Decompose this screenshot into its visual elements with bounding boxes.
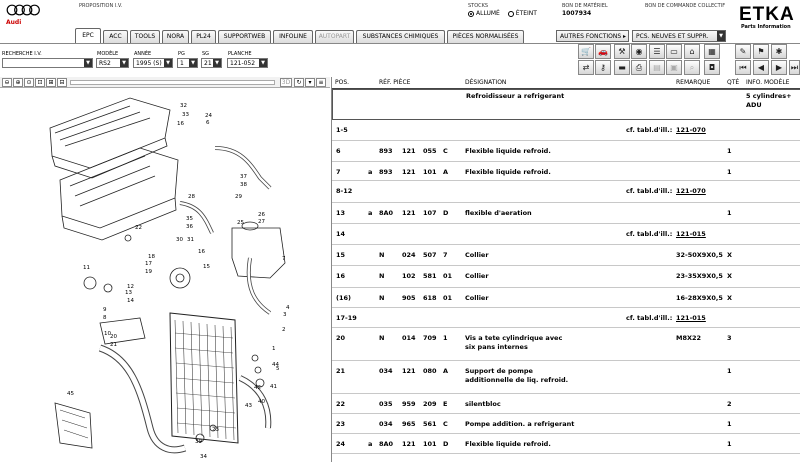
group-title: Refroidisseur a refrigerant: [466, 92, 565, 100]
tab-tools[interactable]: TOOLS: [130, 30, 160, 43]
callout-29[interactable]: 29: [235, 194, 242, 200]
grid-icon[interactable]: ▦: [704, 44, 720, 59]
row-ref-index: E: [443, 400, 448, 408]
row-remarque: 23-35X9X0,5: [676, 272, 723, 280]
star-icon[interactable]: ✱: [771, 44, 787, 59]
col-header-ref: RÉF. PIÈCE: [379, 79, 411, 86]
row-ref-mid: 905: [402, 294, 416, 302]
exploded-view-drawing: [0, 88, 328, 462]
main-toolbar: [576, 44, 800, 76]
callout-30[interactable]: 30: [176, 237, 183, 243]
row-pos: 22: [336, 400, 346, 408]
callout-11[interactable]: 11: [83, 265, 90, 271]
etka-logo: ETKA: [739, 4, 795, 25]
row-remarque: M8X22: [676, 334, 702, 342]
row-ref-main: 034: [379, 420, 393, 428]
row-remarque: 32-50X9X0,5: [676, 251, 723, 259]
row-ref-index: C: [443, 420, 448, 428]
row-ref-mid: 959: [402, 400, 416, 408]
row-pos: 17-19: [336, 314, 357, 322]
row-qte: 1: [727, 168, 732, 176]
tab-bar: [0, 28, 800, 44]
prev-page-icon[interactable]: ◀: [753, 60, 769, 75]
row-pos: 24: [336, 440, 346, 448]
planche-label: PLANCHE: [228, 51, 252, 57]
bon-materiel-label: BON DE MATÉRIEL: [562, 3, 608, 9]
callout-36[interactable]: 36: [186, 224, 193, 230]
illustration-toolbar: [0, 77, 330, 88]
row-ref-main: 893: [379, 168, 393, 176]
callout-13[interactable]: 13: [125, 290, 132, 296]
zoom-area-icon[interactable]: ⊡: [35, 78, 45, 87]
row-ref-main: 035: [379, 400, 393, 408]
disk-icon[interactable]: ◉: [631, 44, 647, 59]
row-designation-line2: additionnelle de liq. refroid.: [465, 376, 569, 384]
row-designation: cf. tabl.d'ill.:: [626, 126, 673, 134]
callout-9[interactable]: 9: [103, 307, 107, 313]
callout-44[interactable]: 44: [272, 362, 279, 368]
callout-33[interactable]: 33: [182, 112, 189, 118]
group-title-row[interactable]: [332, 89, 800, 120]
sg-label: SG: [202, 51, 210, 57]
callout-31[interactable]: 31: [187, 237, 194, 243]
group-info-line1: 5 cylindres+: [746, 92, 792, 100]
table-row[interactable]: [332, 120, 800, 141]
tab-epc[interactable]: EPC: [75, 28, 101, 43]
row-ref-mid: 024: [402, 251, 416, 259]
row-designation-line2: six pans internes: [465, 343, 528, 351]
key-icon[interactable]: ⚷: [595, 60, 611, 75]
chevron-down-icon: ▼: [84, 59, 92, 67]
row-ref-main: 8A0: [379, 440, 394, 448]
row-qte: X: [727, 294, 733, 302]
row-ref-main: N: [379, 272, 385, 280]
next-page-icon[interactable]: ▶: [771, 60, 787, 75]
row-pos: 20: [336, 334, 346, 342]
row-designation: cf. tabl.d'ill.:: [626, 187, 673, 195]
document-icon[interactable]: ▤: [649, 60, 665, 75]
row-ref-mid: 121: [402, 209, 416, 217]
tab-substances-chimiques[interactable]: SUBSTANCES CHIMIQUES: [356, 30, 445, 43]
table-row[interactable]: [332, 224, 800, 245]
tab-pl24[interactable]: PL24: [191, 30, 216, 43]
callout-10[interactable]: 10: [104, 331, 111, 337]
callout-19[interactable]: 19: [145, 269, 152, 275]
row-ref-end: 581: [423, 272, 437, 280]
row-ref-mid: 121: [402, 440, 416, 448]
illustration-link[interactable]: 121-015: [676, 230, 706, 238]
callout-39[interactable]: 39: [195, 439, 202, 445]
row-designation: silentbloc: [465, 400, 501, 408]
callout-37[interactable]: 37: [240, 174, 247, 180]
callout-15[interactable]: 15: [203, 264, 210, 270]
pcs-neuves-select[interactable]: [632, 30, 726, 42]
row-pos: 7: [336, 168, 341, 176]
col-header-pos: POS.: [335, 79, 350, 86]
camera-icon[interactable]: ◘: [704, 60, 720, 75]
row-ref-end: 055: [423, 147, 437, 155]
chevron-down-icon: ▼: [259, 59, 267, 67]
callout-8[interactable]: 8: [103, 315, 107, 321]
row-qte: 1: [727, 420, 732, 428]
toggle-icon[interactable]: ▬: [614, 60, 630, 75]
row-remarque: 16-28X9X0,5: [676, 294, 723, 302]
row-designation: flexible d'aeration: [465, 209, 532, 217]
row-designation: Collier: [465, 272, 489, 280]
pg-select[interactable]: [177, 58, 198, 68]
row-ref-end: 080: [423, 367, 437, 375]
tab-autopart[interactable]: AUTOPART: [315, 30, 354, 43]
parts-table: [331, 77, 800, 462]
row-pos: 6: [336, 147, 341, 155]
callout-1[interactable]: 1: [272, 346, 276, 352]
col-header-designation: DÉSIGNATION: [465, 79, 507, 86]
callout-2[interactable]: 2: [282, 327, 286, 333]
modele-label: MODÈLE: [97, 51, 119, 57]
row-ref-main: 8A0: [379, 209, 394, 217]
row-ref-index: A: [443, 367, 449, 375]
callout-24[interactable]: 24: [205, 113, 212, 119]
table-row[interactable]: [332, 266, 800, 288]
tab-supportweb[interactable]: SUPPORTWEB: [218, 30, 271, 43]
row-designation: Flexible liquide refroid.: [465, 147, 551, 155]
radio-off-icon[interactable]: [508, 11, 514, 17]
table-row[interactable]: [332, 434, 800, 454]
row-ref-main: 034: [379, 367, 393, 375]
callout-34[interactable]: 34: [200, 454, 207, 460]
row-qte: 3: [727, 334, 732, 342]
row-designation: Collier: [465, 294, 489, 302]
table-row[interactable]: [332, 361, 800, 394]
row-ref-index: 7: [443, 251, 448, 259]
row-designation: Collier: [465, 251, 489, 259]
pg-value: 1: [180, 60, 184, 67]
callout-41[interactable]: 41: [270, 384, 277, 390]
row-designation: cf. tabl.d'ill.:: [626, 314, 673, 322]
row-designation: cf. tabl.d'ill.:: [626, 230, 673, 238]
pg-label: PG: [178, 51, 185, 57]
last-page-icon[interactable]: ⏭: [789, 60, 800, 75]
table-row[interactable]: [332, 414, 800, 434]
row-pos: 14: [336, 230, 346, 238]
cart-icon[interactable]: 🛒: [578, 44, 594, 59]
modele-value: RS2: [99, 60, 111, 67]
table-row[interactable]: [332, 394, 800, 414]
view-options-icon[interactable]: ▾: [305, 78, 315, 87]
callout-21[interactable]: 21: [110, 342, 117, 348]
row-ref-prefix: a: [368, 440, 373, 448]
rotate-icon[interactable]: ↻: [294, 78, 304, 87]
brand-word: Audi: [6, 19, 22, 26]
row-pos: 8-12: [336, 187, 353, 195]
chevron-down-icon: ▼: [717, 31, 725, 41]
tab-infoline[interactable]: INFOLINE: [273, 30, 313, 43]
proposition-label: PROPOSITION I.V.: [79, 3, 123, 9]
modele-select[interactable]: [96, 58, 129, 68]
row-ref-end: 101: [423, 440, 437, 448]
row-qte: 1: [727, 367, 732, 375]
row-designation: Vis a tete cylindrique avec: [465, 334, 563, 342]
tab-nora[interactable]: NORA: [162, 30, 189, 43]
table-row[interactable]: [332, 308, 800, 328]
row-ref-prefix: a: [368, 168, 373, 176]
callout-12[interactable]: 12: [127, 284, 134, 290]
row-pos: 15: [336, 251, 346, 259]
callout-26[interactable]: 26: [258, 212, 265, 218]
home-icon[interactable]: ⌂: [684, 44, 700, 59]
table-row[interactable]: [332, 328, 800, 361]
radio-on-icon[interactable]: [468, 11, 474, 17]
callout-38[interactable]: 38: [240, 182, 247, 188]
row-ref-main: N: [379, 334, 385, 342]
callout-22[interactable]: 22: [135, 225, 142, 231]
col-header-info: INFO. MODÈLE: [746, 79, 790, 86]
row-ref-end: 507: [423, 251, 437, 259]
view-3d-button[interactable]: 3D: [281, 79, 291, 86]
callout-4[interactable]: 4: [286, 305, 290, 311]
pin-icon[interactable]: ✎: [735, 44, 751, 59]
row-pos: 21: [336, 367, 346, 375]
wrench-icon[interactable]: ⚒: [614, 44, 630, 59]
callout-25[interactable]: 25: [237, 220, 244, 226]
list-icon[interactable]: ☰: [649, 44, 665, 59]
row-ref-prefix: a: [368, 209, 373, 217]
chevron-right-icon: ▸: [622, 33, 626, 40]
callout-40[interactable]: 40: [258, 399, 265, 405]
folder-icon[interactable]: ▣: [666, 60, 682, 75]
first-page-icon[interactable]: ⏮: [735, 60, 751, 75]
chevron-down-icon: ▼: [164, 59, 172, 67]
bon-materiel-value: 1007934: [562, 10, 592, 17]
row-ref-end: 209: [423, 400, 437, 408]
audi-logo-icon: [6, 4, 40, 16]
parts-illustration[interactable]: [0, 88, 328, 462]
callout-28[interactable]: 28: [188, 194, 195, 200]
row-ref-end: 107: [423, 209, 437, 217]
row-ref-index: D: [443, 209, 449, 217]
callout-20[interactable]: 20: [110, 334, 117, 340]
callout-3[interactable]: 3: [283, 312, 287, 318]
row-ref-index: 01: [443, 272, 453, 280]
annee-label: ANNÉE: [134, 51, 152, 57]
callout-43[interactable]: 43: [245, 403, 252, 409]
row-pos: (16): [336, 294, 351, 302]
sg-select[interactable]: [201, 58, 222, 68]
callout-5[interactable]: 5: [276, 366, 280, 372]
row-ref-index: D: [443, 440, 449, 448]
callout-42[interactable]: 42: [254, 385, 261, 391]
planche-value: 121-052: [230, 60, 256, 67]
pcs-neuves-label: PCS. NEUVES ET SUPPR.: [636, 33, 709, 40]
chevron-down-icon: ▼: [189, 59, 197, 67]
row-ref-mid: 965: [402, 420, 416, 428]
row-qte: 1: [727, 209, 732, 217]
row-ref-end: 101: [423, 168, 437, 176]
table-row[interactable]: [332, 181, 800, 203]
row-ref-index: 1: [443, 334, 448, 342]
stock-radio-group: [468, 10, 537, 17]
annee-select[interactable]: [133, 58, 173, 68]
row-designation: Flexible liquide refroid.: [465, 168, 551, 176]
row-qte: 2: [727, 400, 732, 408]
row-designation: Support de pompe: [465, 367, 533, 375]
col-header-qte: QTÉ: [727, 79, 740, 86]
row-qte: X: [727, 251, 733, 259]
row-ref-main: 893: [379, 147, 393, 155]
callout-16[interactable]: 16: [177, 121, 184, 127]
callout-6[interactable]: 6: [206, 120, 210, 126]
col-header-remarque: REMARQUE: [676, 79, 711, 86]
callout-23[interactable]: 23: [212, 427, 219, 433]
annee-value: 1995 (S): [136, 60, 162, 67]
bon-commande-label: BON DE COMMANDE COLLECTIF: [645, 3, 726, 9]
row-ref-mid: 102: [402, 272, 416, 280]
recherche-label: RECHERCHE I.V.: [2, 51, 42, 57]
flag-icon[interactable]: ⚑: [753, 44, 769, 59]
zoom-out-icon[interactable]: ⊖: [2, 78, 12, 87]
callout-35[interactable]: 35: [186, 216, 193, 222]
illustration-menu-icon[interactable]: ≡: [316, 78, 326, 87]
callout-18[interactable]: 18: [148, 254, 155, 260]
tab-pieces-normalisees[interactable]: PIÈCES NORMALISÉES: [447, 30, 524, 43]
callout-14[interactable]: 14: [127, 298, 134, 304]
exchange-icon[interactable]: ⇄: [578, 60, 594, 75]
row-pos: 1-5: [336, 126, 348, 134]
planche-select[interactable]: [227, 58, 268, 68]
search-doc-icon[interactable]: ⌕: [684, 60, 700, 75]
row-pos: 23: [336, 420, 346, 428]
group-info-line2: ADU: [746, 101, 762, 109]
table-row[interactable]: [332, 245, 800, 266]
zoom-reset-icon[interactable]: ⊟: [57, 78, 67, 87]
table-row[interactable]: [332, 288, 800, 308]
print-icon[interactable]: ⎙: [631, 60, 647, 75]
callout-7[interactable]: 7: [282, 256, 286, 262]
callout-32[interactable]: 32: [180, 103, 187, 109]
table-row[interactable]: [332, 203, 800, 224]
callout-16b[interactable]: 16: [198, 249, 205, 255]
row-pos: 13: [336, 209, 346, 217]
row-ref-index: C: [443, 147, 448, 155]
sg-value: 21: [204, 60, 212, 67]
callout-17[interactable]: 17: [145, 261, 152, 267]
row-ref-mid: 121: [402, 168, 416, 176]
autres-fonctions-label: AUTRES FONCTIONS: [560, 33, 622, 40]
row-ref-mid: 121: [402, 367, 416, 375]
row-ref-index: 01: [443, 294, 453, 302]
table-row[interactable]: [332, 162, 800, 181]
stocks-label: STOCKS: [468, 3, 489, 9]
callout-27[interactable]: 27: [258, 219, 265, 225]
zoom-in-icon[interactable]: ⊕: [13, 78, 23, 87]
row-qte: X: [727, 272, 733, 280]
screen-icon[interactable]: ▭: [666, 44, 682, 59]
chevron-down-icon: ▼: [213, 59, 221, 67]
row-designation: Flexible liquide refroid.: [465, 440, 551, 448]
row-ref-main: N: [379, 294, 385, 302]
chevron-down-icon: ▼: [120, 59, 128, 67]
row-qte: 1: [727, 147, 732, 155]
radio-off-label[interactable]: ÉTEINT: [515, 10, 537, 17]
radio-on-label[interactable]: ALLUMÉ: [476, 10, 500, 17]
row-ref-end: 561: [423, 420, 437, 428]
callout-45[interactable]: 45: [67, 391, 74, 397]
vehicle-selector-bar: [0, 46, 330, 74]
illustration-link[interactable]: 121-070: [676, 126, 706, 134]
row-ref-end: 709: [423, 334, 437, 342]
etka-subtitle: Parts Information: [741, 24, 791, 30]
table-row[interactable]: [332, 141, 800, 162]
row-ref-end: 618: [423, 294, 437, 302]
row-ref-mid: 121: [402, 147, 416, 155]
row-designation: Pompe addition. a refrigerant: [465, 420, 575, 428]
car-icon[interactable]: 🚗: [595, 44, 611, 59]
tab-acc[interactable]: ACC: [103, 30, 128, 43]
illustration-link[interactable]: 121-070: [676, 187, 706, 195]
zoom-page-icon[interactable]: ⊞: [46, 78, 56, 87]
zoom-fit-icon[interactable]: ⊙: [24, 78, 34, 87]
row-ref-mid: 014: [402, 334, 416, 342]
row-ref-main: N: [379, 251, 385, 259]
row-qte: 1: [727, 440, 732, 448]
row-pos: 16: [336, 272, 346, 280]
autres-fonctions-menu[interactable]: [556, 30, 629, 42]
row-ref-index: A: [443, 168, 449, 176]
app-header: [0, 0, 800, 28]
recherche-input[interactable]: [2, 58, 93, 68]
illustration-link[interactable]: 121-015: [676, 314, 706, 322]
illustration-scrollbar[interactable]: [70, 80, 275, 85]
